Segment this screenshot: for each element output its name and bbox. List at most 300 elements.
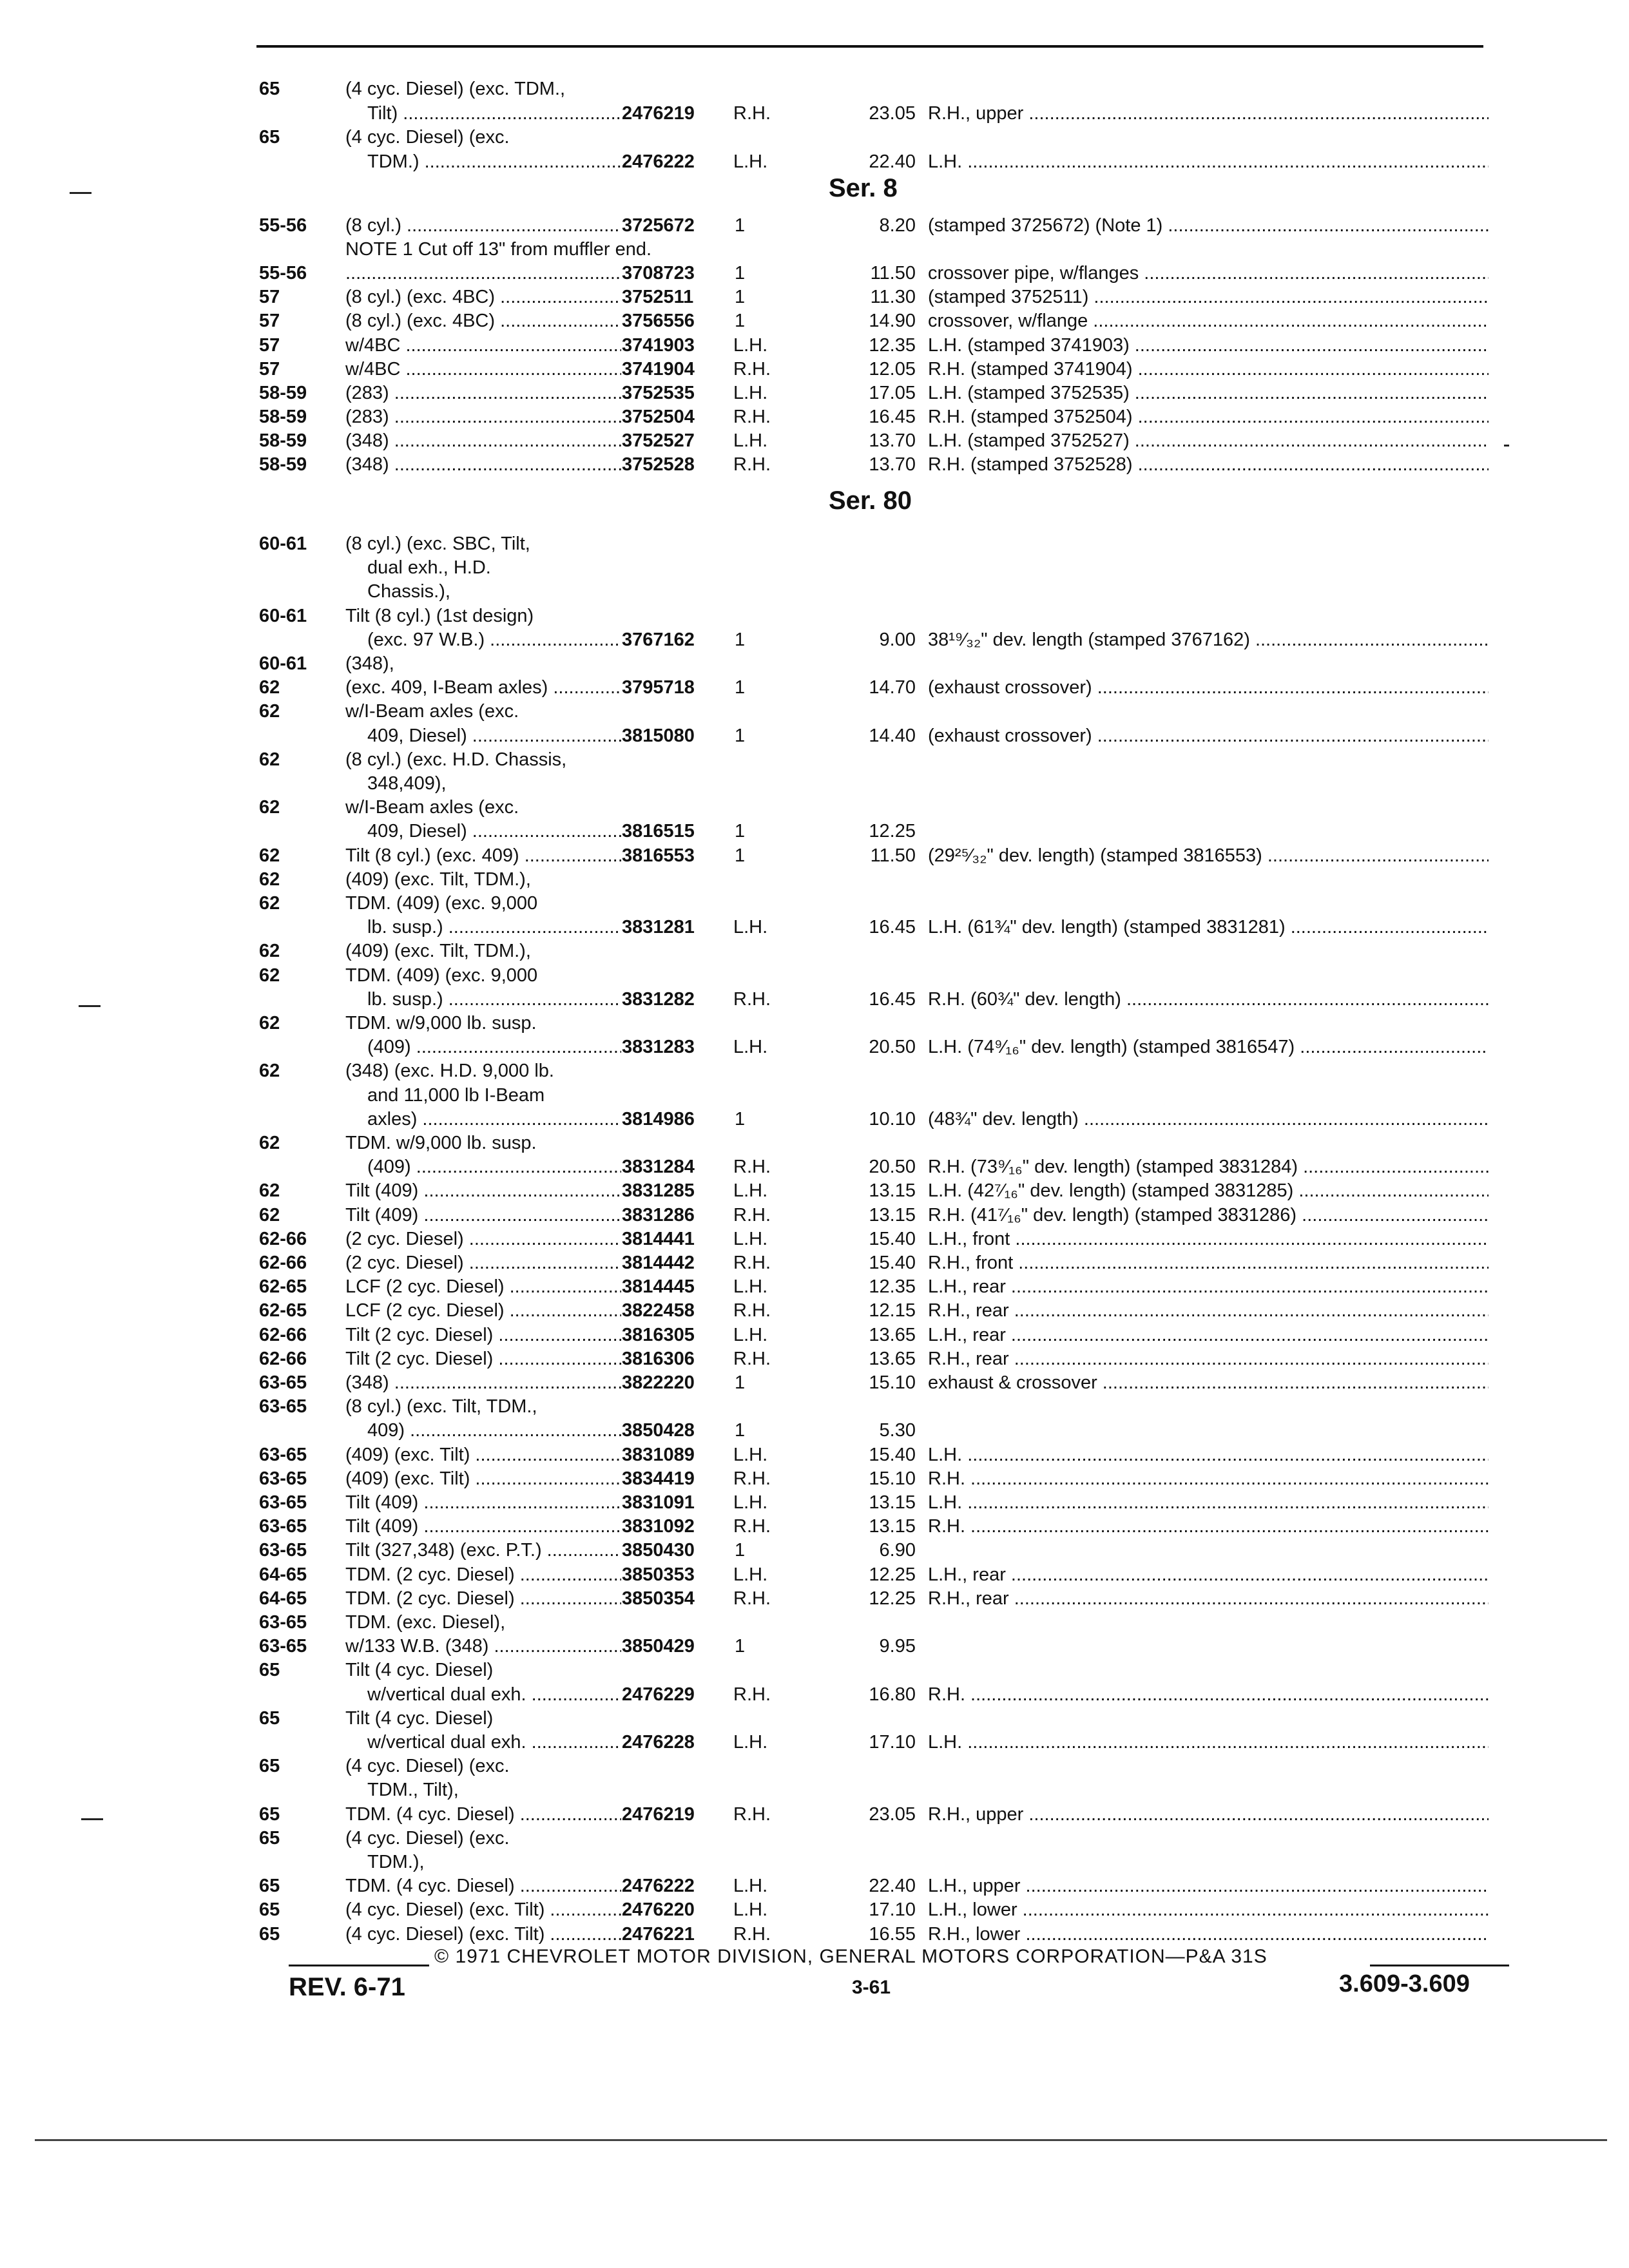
year-cell: 62 (259, 941, 280, 962)
price-cell: 16.80 (869, 1684, 916, 1705)
description-cell: w/I-Beam axles (exc. (345, 701, 519, 722)
quantity-cell: R.H. (733, 358, 771, 380)
table-row (0, 724, 1629, 748)
remark-cell: L.H. (61¾" dev. length) (stamped 3831281) ..... (928, 916, 1489, 939)
table-row (0, 628, 1629, 652)
part-number-cell: 3741904 (622, 358, 695, 380)
part-number-cell: 3752535 (622, 382, 695, 403)
price-cell: 13.70 (869, 454, 916, 475)
quantity-cell: R.H. (733, 1684, 771, 1705)
description-cell: (409) (exc. Tilt, TDM.), (345, 869, 531, 890)
description-cell: axles) ..... (367, 1108, 621, 1131)
year-cell: 55-56 (259, 215, 307, 236)
table-row (0, 1059, 1629, 1083)
part-number-cell: 3822220 (622, 1372, 695, 1393)
table-row (0, 916, 1629, 939)
table-row (0, 964, 1629, 988)
table-row (0, 868, 1629, 892)
table-row (0, 1131, 1629, 1155)
price-cell: 9.00 (879, 629, 916, 650)
section-reference: 3.609-3.609 (1339, 1970, 1470, 1997)
table-row (0, 429, 1629, 453)
table-row (0, 1850, 1629, 1874)
description-cell: LCF (2 cyc. Diesel) ..... (345, 1275, 621, 1299)
table-row (0, 1275, 1629, 1299)
description-cell: NOTE 1 Cut off 13" from muffler end. (345, 239, 652, 260)
description-cell: Tilt) ..... (367, 102, 621, 126)
price-cell: 20.50 (869, 1037, 916, 1058)
description-cell: (4 cyc. Diesel) (exc. TDM., (345, 79, 566, 99)
remark-cell: 38¹⁹⁄₃₂" dev. length (stamped 3767162) ..... (928, 628, 1489, 652)
table-row (0, 1443, 1629, 1467)
year-cell: 62 (259, 1013, 280, 1033)
year-cell: 57 (259, 334, 280, 356)
table-row (0, 285, 1629, 309)
table-row (0, 1683, 1629, 1707)
price-cell: 13.65 (869, 1324, 916, 1345)
quantity-cell: R.H. (733, 1923, 771, 1945)
table-row (0, 358, 1629, 381)
quantity-cell: L.H. (733, 151, 768, 172)
part-number-cell: 3850429 (622, 1636, 695, 1657)
table-row (0, 1754, 1629, 1778)
year-cell: 62-66 (259, 1348, 307, 1369)
description-cell: dual exh., H.D. (367, 557, 491, 579)
year-cell: 62 (259, 1061, 280, 1082)
quantity-cell: L.H. (733, 1732, 768, 1753)
part-number-cell: 3814986 (622, 1108, 695, 1129)
description-cell: TDM. (4 cyc. Diesel) ..... (345, 1874, 621, 1898)
part-number-cell: 2476229 (622, 1684, 695, 1705)
description-cell: 348,409), (367, 773, 447, 794)
description-cell: TDM. w/9,000 lb. susp. (345, 1133, 537, 1153)
part-number-cell: 2476222 (622, 1876, 695, 1897)
part-number-cell: 3795718 (622, 677, 695, 698)
description-cell (345, 262, 621, 285)
remark-cell: exhaust & crossover ..... (928, 1371, 1489, 1395)
table-row (0, 844, 1629, 868)
revision-label: REV. 6-71 (289, 1973, 405, 2001)
remark-cell: (exhaust crossover) ..... (928, 676, 1489, 700)
year-cell: 63-65 (259, 1636, 307, 1657)
quantity-cell: L.H. (733, 1180, 768, 1202)
quantity-cell: 1 (735, 845, 746, 866)
price-cell: 13.65 (869, 1348, 916, 1369)
quantity-cell: R.H. (733, 1300, 771, 1321)
quantity-cell: R.H. (733, 1516, 771, 1537)
price-cell: 23.05 (869, 102, 916, 124)
table-row (0, 1227, 1629, 1251)
price-cell: 16.45 (869, 917, 916, 938)
table-row (0, 532, 1629, 556)
table-row (0, 796, 1629, 820)
table-row (0, 604, 1629, 628)
part-number-cell: 3822458 (622, 1300, 695, 1321)
year-cell: 65 (259, 1660, 280, 1681)
remark-cell: R.H. (60¾" dev. length) ..... (928, 988, 1489, 1012)
part-number-cell: 3814442 (622, 1253, 695, 1273)
price-cell: 14.90 (869, 311, 916, 332)
remark-cell: crossover, w/flange ..... (928, 309, 1489, 333)
table-row (0, 1635, 1629, 1658)
remark-cell: R.H., rear ..... (928, 1299, 1489, 1323)
description-cell: (348), (345, 653, 394, 674)
year-cell: 65 (259, 1803, 280, 1825)
description-cell: TDM. w/9,000 lb. susp. (345, 1013, 537, 1033)
quantity-cell: L.H. (733, 1564, 768, 1585)
price-cell: 15.40 (869, 1228, 916, 1249)
price-cell: 9.95 (879, 1636, 916, 1657)
table-row (0, 1658, 1629, 1682)
price-cell: 15.40 (869, 1444, 916, 1465)
quantity-cell: R.H. (733, 1348, 771, 1369)
description-cell: Tilt (2 cyc. Diesel) ..... (345, 1347, 621, 1371)
description-cell: (2 cyc. Diesel) ..... (345, 1251, 621, 1275)
year-cell: 65 (259, 1827, 280, 1849)
part-number-cell: 3708723 (622, 263, 695, 284)
remark-cell: R.H. (stamped 3741904) ..... (928, 358, 1489, 381)
table-row (0, 1084, 1629, 1108)
table-row (0, 1012, 1629, 1035)
year-cell: 55-56 (259, 263, 307, 284)
quantity-cell: L.H. (733, 1037, 768, 1058)
description-cell: (409) (exc. Tilt, TDM.), (345, 941, 531, 962)
table-row (0, 262, 1629, 285)
section-heading-ser8: Ser. 8 (829, 174, 898, 202)
quantity-cell: L.H. (733, 1324, 768, 1345)
remark-cell: crossover pipe, w/flanges ..... (928, 262, 1489, 285)
table-row (0, 1874, 1629, 1898)
table-row (0, 1347, 1629, 1371)
table-row (0, 1803, 1629, 1827)
quantity-cell: R.H. (733, 1157, 771, 1178)
year-cell: 63-65 (259, 1468, 307, 1489)
description-cell: Tilt (4 cyc. Diesel) (345, 1707, 494, 1729)
remark-cell: (29²⁵⁄₃₂" dev. length) (stamped 3816553) ..... (928, 844, 1489, 868)
table-row (0, 939, 1629, 963)
part-number-cell: 3850354 (622, 1588, 695, 1609)
year-cell: 62-65 (259, 1300, 307, 1321)
year-cell: 57 (259, 358, 280, 380)
part-number-cell: 3831282 (622, 988, 695, 1010)
part-number-cell: 2476220 (622, 1899, 695, 1921)
description-cell: LCF (2 cyc. Diesel) ..... (345, 1299, 621, 1323)
table-row (0, 1611, 1629, 1635)
remark-cell: L.H., upper ..... (928, 1874, 1489, 1898)
quantity-cell: L.H. (733, 1228, 768, 1249)
year-cell: 62 (259, 1133, 280, 1153)
table-row (0, 1731, 1629, 1754)
table-row (0, 1395, 1629, 1419)
quantity-cell: R.H. (733, 406, 771, 427)
description-cell: TDM. (2 cyc. Diesel) ..... (345, 1587, 621, 1611)
description-cell: (exc. 97 W.B.) ..... (367, 628, 621, 652)
year-cell: 65 (259, 79, 280, 99)
part-number-cell: 3752511 (622, 287, 694, 308)
quantity-cell: 1 (735, 287, 746, 308)
table-row (0, 214, 1629, 238)
part-number-cell: 3831281 (622, 917, 695, 938)
page-number: 3-61 (852, 1977, 891, 1998)
description-cell: (348) (exc. H.D. 9,000 lb. (345, 1061, 554, 1082)
year-cell: 65 (259, 1876, 280, 1897)
year-cell: 62-66 (259, 1324, 307, 1345)
table-row (0, 1251, 1629, 1275)
part-number-cell: 2476219 (622, 1803, 695, 1825)
price-cell: 16.55 (869, 1923, 916, 1945)
year-cell: 64-65 (259, 1564, 307, 1585)
quantity-cell: 1 (735, 263, 746, 284)
description-cell: TDM. (exc. Diesel), (345, 1612, 506, 1633)
table-row (0, 1778, 1629, 1802)
quantity-cell: 1 (735, 1372, 746, 1393)
remark-cell: L.H., rear ..... (928, 1563, 1489, 1587)
table-row (0, 1587, 1629, 1611)
part-number-cell: 3752527 (622, 430, 695, 451)
year-cell: 63-65 (259, 1492, 307, 1513)
table-row (0, 1827, 1629, 1850)
year-cell: 58-59 (259, 406, 307, 427)
year-cell: 57 (259, 311, 280, 332)
remark-cell: R.H. (41⁷⁄₁₆" dev. length) (stamped 3831286) ..... (928, 1204, 1489, 1227)
table-row (0, 1491, 1629, 1515)
part-number-cell: 3741903 (622, 334, 695, 356)
year-cell: 65 (259, 1923, 280, 1945)
price-cell: 11.30 (870, 287, 916, 308)
table-row (0, 1204, 1629, 1227)
part-number-cell: 3756556 (622, 311, 695, 332)
price-cell: 6.90 (879, 1540, 916, 1561)
description-cell: (4 cyc. Diesel) (exc. (345, 1827, 510, 1849)
description-cell: Tilt (4 cyc. Diesel) (345, 1660, 494, 1681)
price-cell: 13.15 (869, 1516, 916, 1537)
quantity-cell: R.H. (733, 1204, 771, 1225)
description-cell: (283) ..... (345, 381, 621, 405)
price-cell: 22.40 (869, 1876, 916, 1897)
remark-cell: L.H. (stamped 3741903) ..... (928, 334, 1489, 358)
description-cell: Tilt (409) ..... (345, 1179, 621, 1203)
quantity-cell: 1 (735, 725, 746, 746)
table-row (0, 1179, 1629, 1203)
year-cell: 60-61 (259, 653, 307, 674)
year-cell: 65 (259, 1707, 280, 1729)
description-cell: 409) ..... (367, 1419, 621, 1443)
table-row (0, 820, 1629, 843)
description-cell: lb. susp.) ..... (367, 988, 621, 1012)
year-cell: 62 (259, 1204, 280, 1225)
quantity-cell: R.H. (733, 1253, 771, 1273)
description-cell: w/4BC ..... (345, 358, 621, 381)
year-cell: 62-66 (259, 1228, 307, 1249)
year-cell: 65 (259, 1756, 280, 1777)
table-row (0, 772, 1629, 796)
table-row (0, 700, 1629, 724)
price-cell: 13.15 (869, 1180, 916, 1202)
part-number-cell: 3831286 (622, 1204, 695, 1225)
description-cell: (8 cyl.) (exc. 4BC) ..... (345, 309, 621, 333)
part-number-cell: 3816515 (622, 821, 695, 842)
description-cell: 409, Diesel) ..... (367, 820, 621, 843)
year-cell: 65 (259, 127, 280, 148)
remark-cell: R.H., upper ..... (928, 1803, 1489, 1827)
price-cell: 17.10 (869, 1899, 916, 1921)
quantity-cell: R.H. (733, 1468, 771, 1489)
price-cell: 11.50 (870, 263, 916, 284)
price-cell: 8.20 (879, 215, 916, 236)
year-cell: 63-65 (259, 1540, 307, 1561)
table-row (0, 556, 1629, 580)
description-cell: TDM.) ..... (367, 150, 621, 174)
table-row (0, 1323, 1629, 1347)
section-heading-ser80: Ser. 80 (829, 486, 912, 515)
remark-cell: L.H. (42⁷⁄₁₆" dev. length) (stamped 3831285) ..... (928, 1179, 1489, 1203)
quantity-cell: 1 (735, 677, 746, 698)
description-cell: TDM. (409) (exc. 9,000 (345, 965, 538, 986)
price-cell: 12.05 (869, 358, 916, 380)
part-number-cell: 3767162 (622, 629, 695, 650)
price-cell: 10.10 (869, 1108, 916, 1129)
year-cell: 63-65 (259, 1396, 307, 1418)
year-cell: 63-65 (259, 1444, 307, 1465)
price-cell: 12.35 (869, 334, 916, 356)
footer-rule-left (289, 1965, 429, 1966)
description-cell: Tilt (409) ..... (345, 1204, 621, 1227)
description-cell: (4 cyc. Diesel) (exc. (345, 1756, 510, 1777)
table-row (0, 1467, 1629, 1491)
part-number-cell: 3752528 (622, 454, 695, 475)
table-row (0, 453, 1629, 477)
quantity-cell: L.H. (733, 1899, 768, 1921)
description-cell: (4 cyc. Diesel) (exc. Tilt) ..... (345, 1923, 621, 1946)
quantity-cell: 1 (735, 1420, 746, 1441)
remark-cell: R.H. (stamped 3752528) ..... (928, 453, 1489, 477)
footer-rule-right (1370, 1965, 1509, 1966)
year-cell: 62 (259, 797, 280, 818)
table-row (0, 1923, 1629, 1946)
year-cell: 62 (259, 701, 280, 722)
year-cell: 62-66 (259, 1253, 307, 1273)
table-row (0, 1371, 1629, 1395)
quantity-cell: L.H. (733, 1492, 768, 1513)
remark-cell: L.H. ..... (928, 1731, 1489, 1754)
remark-cell: R.H. ..... (928, 1683, 1489, 1707)
table-row (0, 309, 1629, 333)
table-row (0, 892, 1629, 916)
remark-cell: L.H. (stamped 3752527) ..... (928, 429, 1489, 453)
price-cell: 22.40 (869, 151, 916, 172)
table-row (0, 1299, 1629, 1323)
price-cell: 13.15 (869, 1492, 916, 1513)
description-cell: Tilt (327,348) (exc. P.T.) ..... (345, 1539, 621, 1562)
part-number-cell: 3816553 (622, 845, 695, 866)
year-cell: 65 (259, 1899, 280, 1921)
price-cell: 23.05 (869, 1803, 916, 1825)
part-number-cell: 2476221 (622, 1923, 695, 1945)
description-cell: Tilt (8 cyl.) (exc. 409) ..... (345, 844, 621, 868)
table-row (0, 1108, 1629, 1131)
description-cell: (409) ..... (367, 1035, 621, 1059)
description-cell: Tilt (8 cyl.) (1st design) (345, 605, 534, 626)
price-cell: 20.50 (869, 1157, 916, 1178)
part-number-cell: 3850428 (622, 1420, 695, 1441)
table-row (0, 1563, 1629, 1587)
quantity-cell: L.H. (733, 917, 768, 938)
table-row (0, 334, 1629, 358)
description-cell: Tilt (409) ..... (345, 1491, 621, 1515)
price-cell: 16.45 (869, 988, 916, 1010)
quantity-cell: L.H. (733, 382, 768, 403)
year-cell: 57 (259, 287, 280, 308)
year-cell: 58-59 (259, 454, 307, 475)
remark-cell: L.H. (74⁹⁄₁₆" dev. length) (stamped 3816547) ..... (928, 1035, 1489, 1059)
remark-cell: R.H. ..... (928, 1515, 1489, 1539)
remark-cell: R.H., upper ..... (928, 102, 1489, 126)
table-row (0, 1539, 1629, 1562)
quantity-cell: L.H. (733, 1876, 768, 1897)
copyright-line: © 1971 CHEVROLET MOTOR DIVISION, GENERAL MOTORS CORPORATION—P&A 31S (434, 1946, 1268, 1967)
price-cell: 17.05 (869, 382, 916, 403)
price-cell: 16.45 (869, 406, 916, 427)
description-cell: (409) (exc. Tilt) ..... (345, 1467, 621, 1491)
description-cell: w/4BC ..... (345, 334, 621, 358)
table-row (0, 77, 1629, 101)
quantity-cell: R.H. (733, 988, 771, 1010)
remark-cell: (exhaust crossover) ..... (928, 724, 1489, 748)
part-number-cell: 3814445 (622, 1276, 695, 1298)
description-cell: w/133 W.B. (348) ..... (345, 1635, 621, 1658)
price-cell: 12.25 (869, 1588, 916, 1609)
remark-cell: (stamped 3725672) (Note 1) ..... (928, 214, 1489, 238)
table-row (0, 1515, 1629, 1539)
remark-cell: R.H., front ..... (928, 1251, 1489, 1275)
description-cell: (409) (exc. Tilt) ..... (345, 1443, 621, 1467)
part-number-cell: 3816306 (622, 1348, 695, 1369)
part-number-cell: 3831283 (622, 1037, 695, 1058)
price-cell: 12.15 (869, 1300, 916, 1321)
table-row (0, 580, 1629, 604)
year-cell: 58-59 (259, 430, 307, 451)
quantity-cell: R.H. (733, 102, 771, 124)
price-cell: 15.10 (869, 1468, 916, 1489)
year-cell: 62 (259, 869, 280, 890)
quantity-cell: R.H. (733, 1803, 771, 1825)
remark-cell: L.H., lower ..... (928, 1898, 1489, 1922)
year-cell: 62 (259, 845, 280, 866)
year-cell: 62-65 (259, 1276, 307, 1298)
table-row (0, 748, 1629, 772)
remark-cell: (stamped 3752511) ..... (928, 285, 1489, 309)
quantity-cell: 1 (735, 1540, 746, 1561)
description-cell: TDM., Tilt), (367, 1780, 459, 1801)
remark-cell: L.H., rear ..... (928, 1323, 1489, 1347)
remark-cell: (48¾" dev. length) ..... (928, 1108, 1489, 1131)
description-cell: (8 cyl.) (exc. SBC, Tilt, (345, 533, 530, 554)
description-cell: (348) ..... (345, 429, 621, 453)
remark-cell: R.H. (73⁹⁄₁₆" dev. length) (stamped 3831284) ..... (928, 1155, 1489, 1179)
description-cell: (283) ..... (345, 405, 621, 429)
part-number-cell: 3831091 (622, 1492, 695, 1513)
description-cell: (348) ..... (345, 1371, 621, 1395)
remark-cell: L.H., front ..... (928, 1227, 1489, 1251)
part-number-cell: 3831284 (622, 1157, 695, 1178)
part-number-cell: 3816305 (622, 1324, 695, 1345)
table-row (0, 1707, 1629, 1731)
quantity-cell: 1 (735, 629, 746, 650)
year-cell: 62 (259, 965, 280, 986)
description-cell: Chassis.), (367, 581, 450, 602)
table-row (0, 988, 1629, 1012)
table-row (0, 126, 1629, 149)
